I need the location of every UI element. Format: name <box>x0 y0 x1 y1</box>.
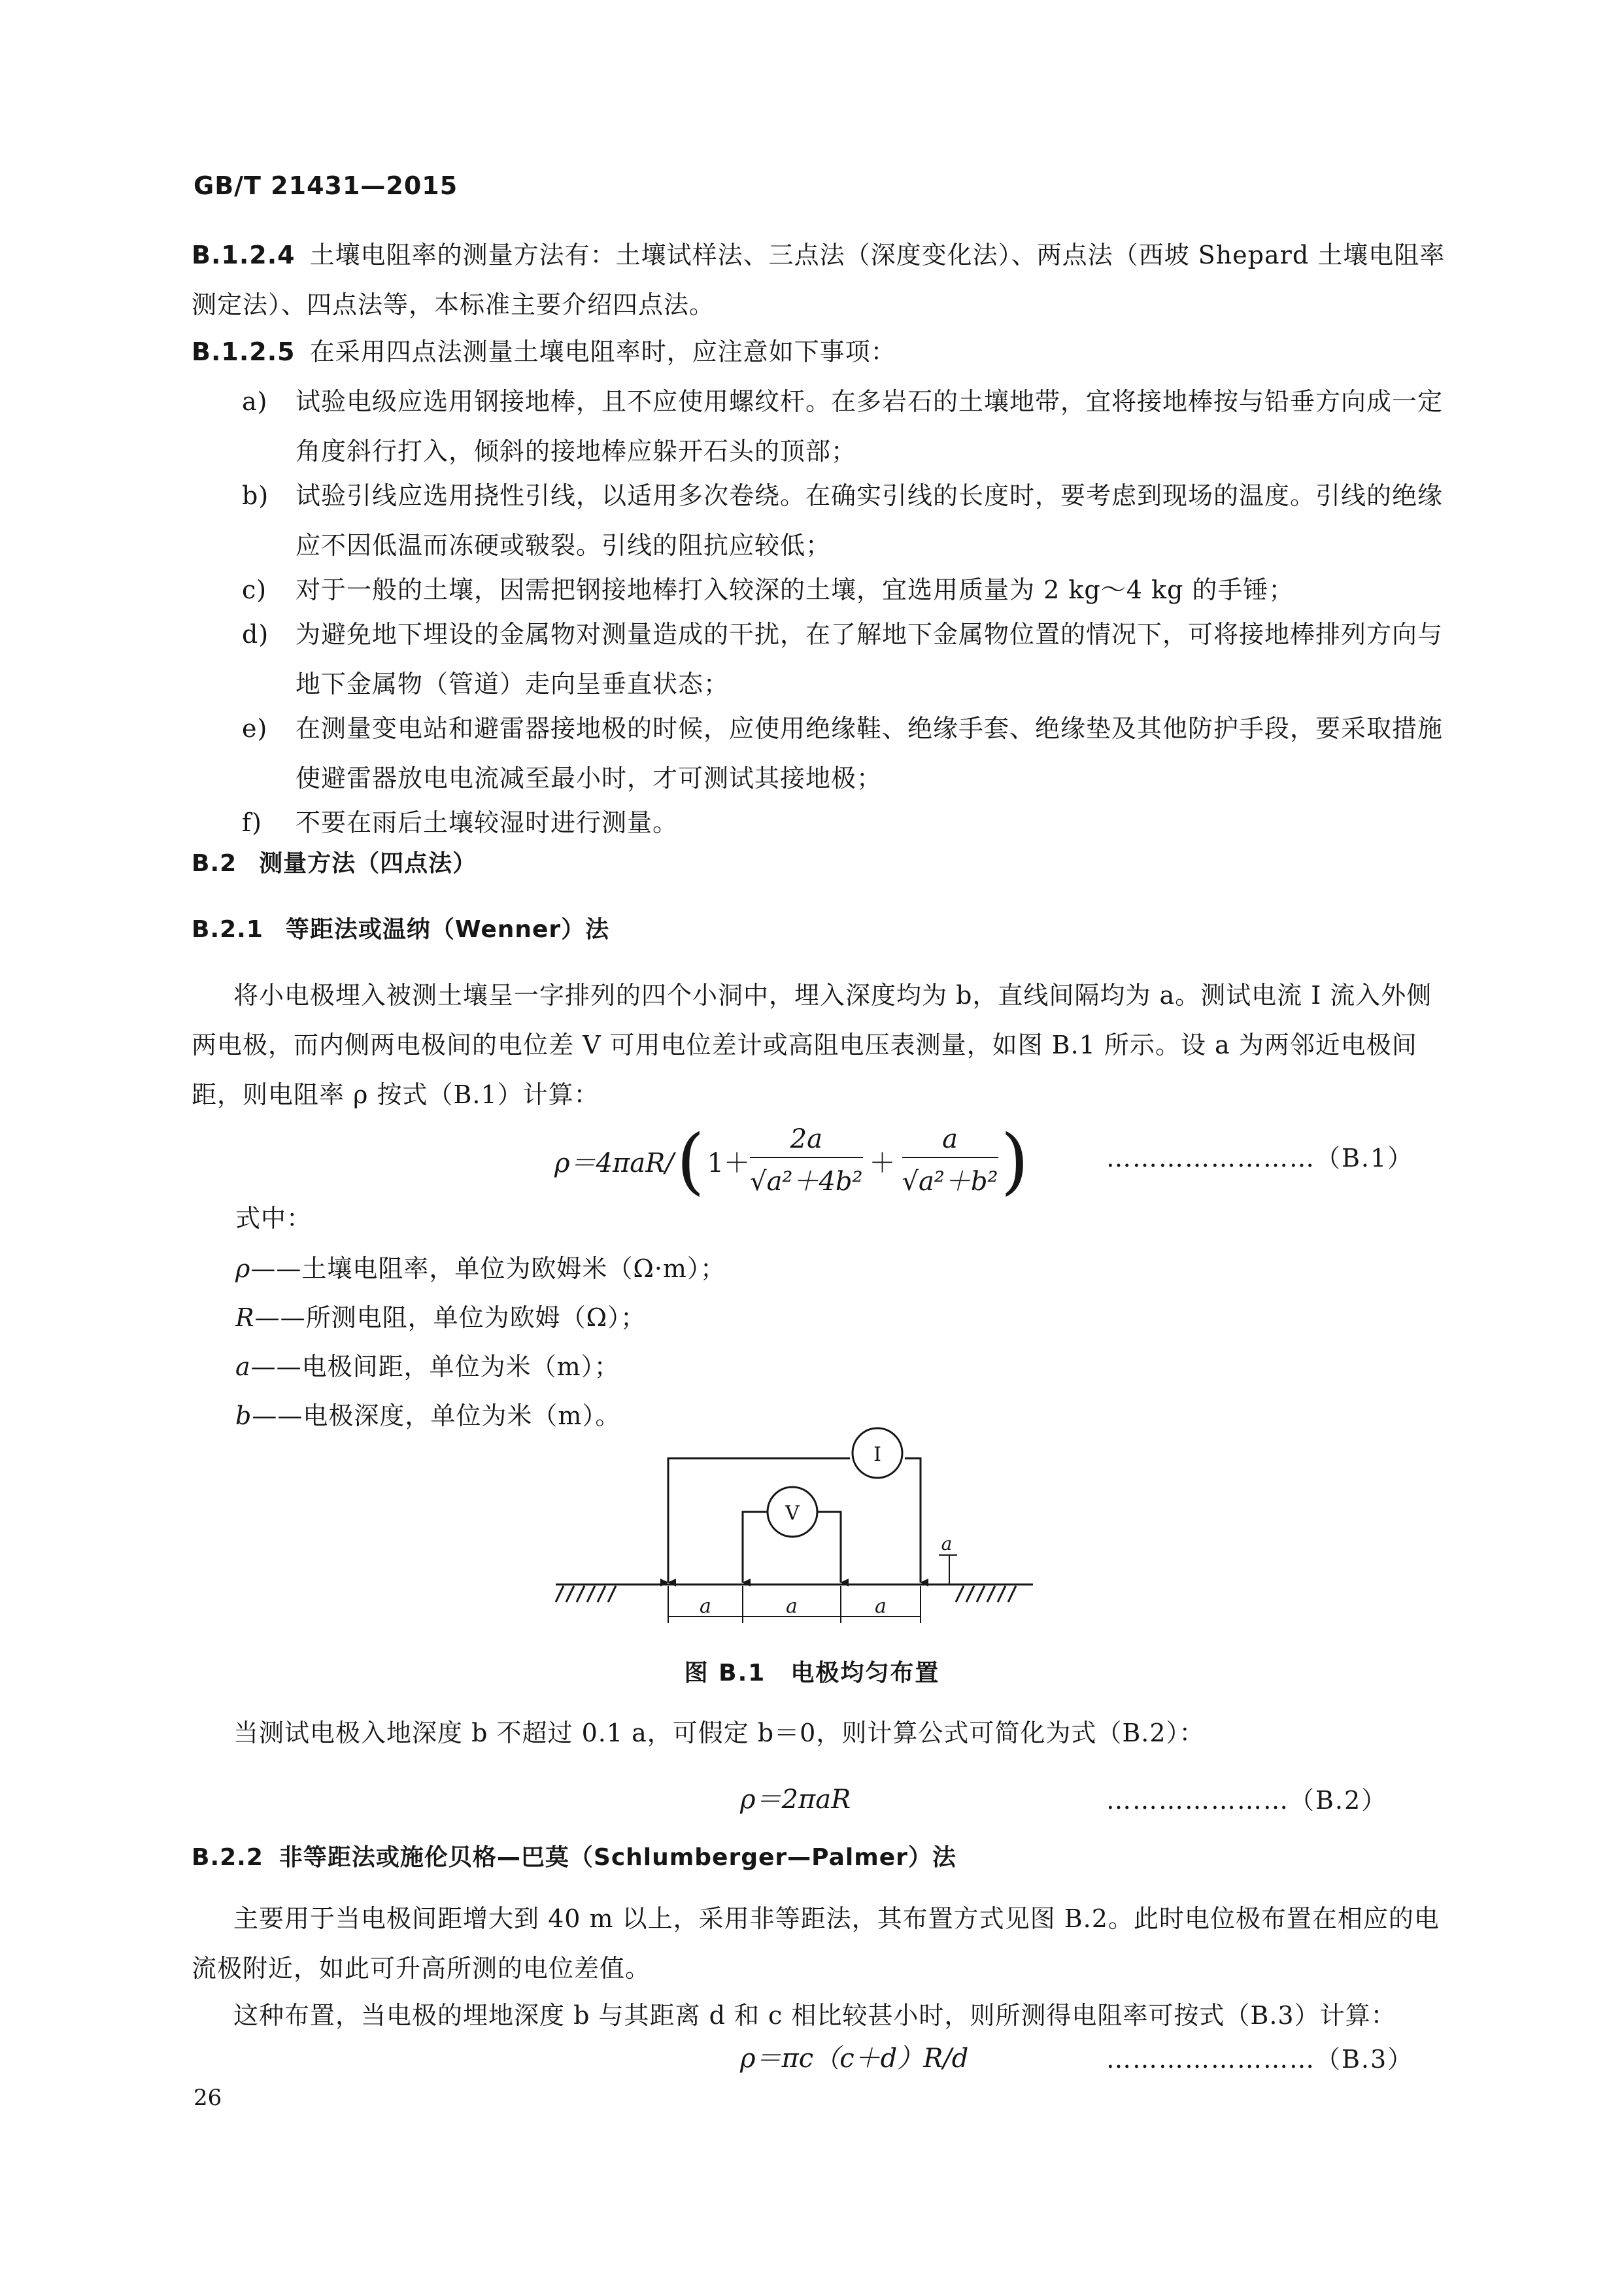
list-item-label: b) <box>242 481 269 510</box>
section-title: 等距法或温纳（Wenner）法 <box>285 916 610 943</box>
equation-number-b1: ……………………（B.1） <box>1106 1144 1414 1173</box>
page-number: 26 <box>194 2085 222 2111</box>
clause-text: 在采用四点法测量土壤电阻率时，应注意如下事项： <box>309 337 896 366</box>
equation-number-b2: …………………（B.2） <box>1106 1786 1388 1815</box>
paragraph-wenner <box>192 970 1447 1120</box>
fraction-denominator: √a²＋b² <box>902 1166 998 1197</box>
depth-label: a <box>941 1533 953 1554</box>
list-item-label: a) <box>242 387 268 416</box>
list-item-label: f) <box>242 808 262 837</box>
clause-b124 <box>192 230 1447 330</box>
section-title: 测量方法（四点法） <box>259 850 477 877</box>
current-wire-right <box>905 1458 921 1583</box>
spacing-label: a <box>786 1595 798 1618</box>
paragraph-arrangement <box>192 1991 1447 2040</box>
definition-row <box>235 1293 646 1343</box>
definition-symbol: a <box>235 1352 251 1381</box>
clause-b125 <box>192 327 1447 377</box>
ground-hatch-left <box>556 1586 616 1602</box>
equation-b1: ρ＝4πaR/ ( 1＋ $\frac{2a}{\text{√a²＋4b²}}$ ＋ $\frac{a}{\text{√a²＋b²}}$ ) <box>554 1119 1029 1203</box>
eq-fraction-1 <box>750 1124 862 1198</box>
standard-header: GB/T 21431—2015 <box>194 171 458 200</box>
ground-hatch-right <box>956 1586 1016 1602</box>
definition-row <box>235 1343 620 1392</box>
paragraph-text: 主要用于当电极间距增大到 40 m 以上，采用非等距法，其布置方式见图 B.2。此时电位极布置在相应的电流极附近，如此可升高所测的电位差值。 <box>192 1904 1440 1983</box>
voltmeter-label: V <box>785 1502 800 1525</box>
list-item <box>242 471 1446 570</box>
section-number: B.2 <box>192 850 237 877</box>
voltage-wire-right <box>817 1512 841 1583</box>
fraction-numerator: 2a <box>750 1124 862 1158</box>
spacing-label: a <box>700 1595 711 1618</box>
where-label: 式中： <box>235 1204 313 1233</box>
list-item-text: 为避免地下埋设的金属物对测量造成的干扰，在了解地下金属物位置的情况下，可将接地棒排列方向与地下金属物（管道）走向呈垂直状态； <box>296 620 1444 698</box>
equation-number-b3: ……………………（B.3） <box>1106 2045 1414 2074</box>
eq-lhs: ρ＝4πaR/ <box>554 1148 674 1178</box>
list-item <box>242 798 1446 847</box>
voltage-wire-left <box>743 1512 768 1583</box>
eq-one: 1＋ <box>707 1148 751 1178</box>
definition-symbol: ρ <box>235 1254 251 1283</box>
list-item-text: 试验引线应选用挠性引线，以适用多次卷绕。在确实引线的长度时，要考虑到现场的温度。引线的绝缘应不因低温而冻硬或皲裂。引线的阻抗应较低； <box>296 481 1444 560</box>
electrode-diagram <box>536 1412 1059 1661</box>
list-item-label: e) <box>242 714 268 743</box>
definition-text: ——所测电阻，单位为欧姆（Ω）； <box>254 1303 647 1332</box>
list-item <box>242 704 1446 803</box>
equation-b2: ρ＝2πaR <box>740 1785 851 1815</box>
eq-fraction-2 <box>902 1124 998 1198</box>
list-item <box>242 565 1446 615</box>
current-wire-left <box>668 1458 850 1583</box>
list-item-label: d) <box>242 620 269 649</box>
definition-text: ——土壤电阻率，单位为欧姆米（Ω·m）； <box>250 1254 726 1283</box>
definition-row <box>235 1244 726 1293</box>
definition-symbol: b <box>235 1401 252 1430</box>
paragraph-nonequal <box>192 1894 1447 1993</box>
eq-plus: ＋ <box>869 1148 896 1178</box>
ammeter-label: I <box>873 1443 881 1466</box>
list-item <box>242 609 1446 709</box>
definition-text: ——电极间距，单位为米（m）； <box>250 1352 620 1381</box>
paragraph-text: 这种布置，当电极的埋地深度 b 与其距离 d 和 c 相比较甚小时，则所测得电阻率可按式（B.3）计算： <box>233 2001 1396 2030</box>
list-item-label: c) <box>242 575 267 604</box>
clause-text: 土壤电阻率的测量方法有：土壤试样法、三点法（深度变化法）、两点法（西坡 Shepard 土壤电阻率测定法）、四点法等，本标准主要介绍四点法。 <box>192 241 1446 319</box>
section-heading-b2 <box>192 845 477 878</box>
fraction-numerator: a <box>902 1124 998 1158</box>
section-heading-b21 <box>192 911 609 944</box>
clause-number: B.1.2.4 <box>192 241 296 269</box>
figure-caption: 图 B.1 电极均匀布置 <box>684 1660 940 1686</box>
definition-symbol: R <box>235 1303 255 1332</box>
definition-text: ——电极深度，单位为米（m）。 <box>252 1401 621 1430</box>
list-item <box>242 377 1446 476</box>
equation-b3: ρ＝πc（c＋d）R/d <box>740 2044 969 2074</box>
clause-number: B.1.2.5 <box>192 337 296 366</box>
paragraph-text: 将小电极埋入被测土壤呈一字排列的四个小洞中，埋入深度均为 b，直线间隔均为 a。测试电流 I 流入外侧两电极，而内侧两电极间的电位差 V 可用电位差计或高阻电压表测量，如图 B.1 所示。设 a 为两邻近电极间距，则电阻率 ρ 按式（B.1）计算： <box>192 981 1432 1109</box>
spacing-label: a <box>875 1595 887 1618</box>
list-item-text: 不要在雨后土壤较湿时进行测量。 <box>296 808 679 837</box>
section-title: 非等距法或施伦贝格—巴莫（Schlumberger—Palmer）法 <box>279 1844 956 1871</box>
section-number: B.2.1 <box>192 916 263 943</box>
section-heading-b22 <box>192 1839 956 1872</box>
fraction-denominator: √a²＋4b² <box>750 1166 863 1197</box>
paragraph-text: 当测试电极入地深度 b 不超过 0.1 a，可假定 b＝0，则计算公式可简化为式（B.2）： <box>233 1719 1205 1747</box>
paragraph-simplify <box>192 1708 1447 1758</box>
list-item-text: 在测量变电站和避雷器接地极的时候，应使用绝缘鞋、绝缘手套、绝缘垫及其他防护手段，要采取措施使避雷器放电电流减至最小时，才可测试其接地极； <box>296 714 1444 793</box>
section-number: B.2.2 <box>192 1844 263 1871</box>
list-item-text: 对于一般的土壤，因需把钢接地棒打入较深的土壤，宜选用质量为 2 kg～4 kg 的手锤； <box>296 575 1294 604</box>
list-item-text: 试验电级应选用钢接地棒，且不应使用螺纹杆。在多岩石的土壤地带，宜将接地棒按与铅垂方向成一定角度斜行打入，倾斜的接地棒应躲开石头的顶部； <box>296 387 1444 466</box>
